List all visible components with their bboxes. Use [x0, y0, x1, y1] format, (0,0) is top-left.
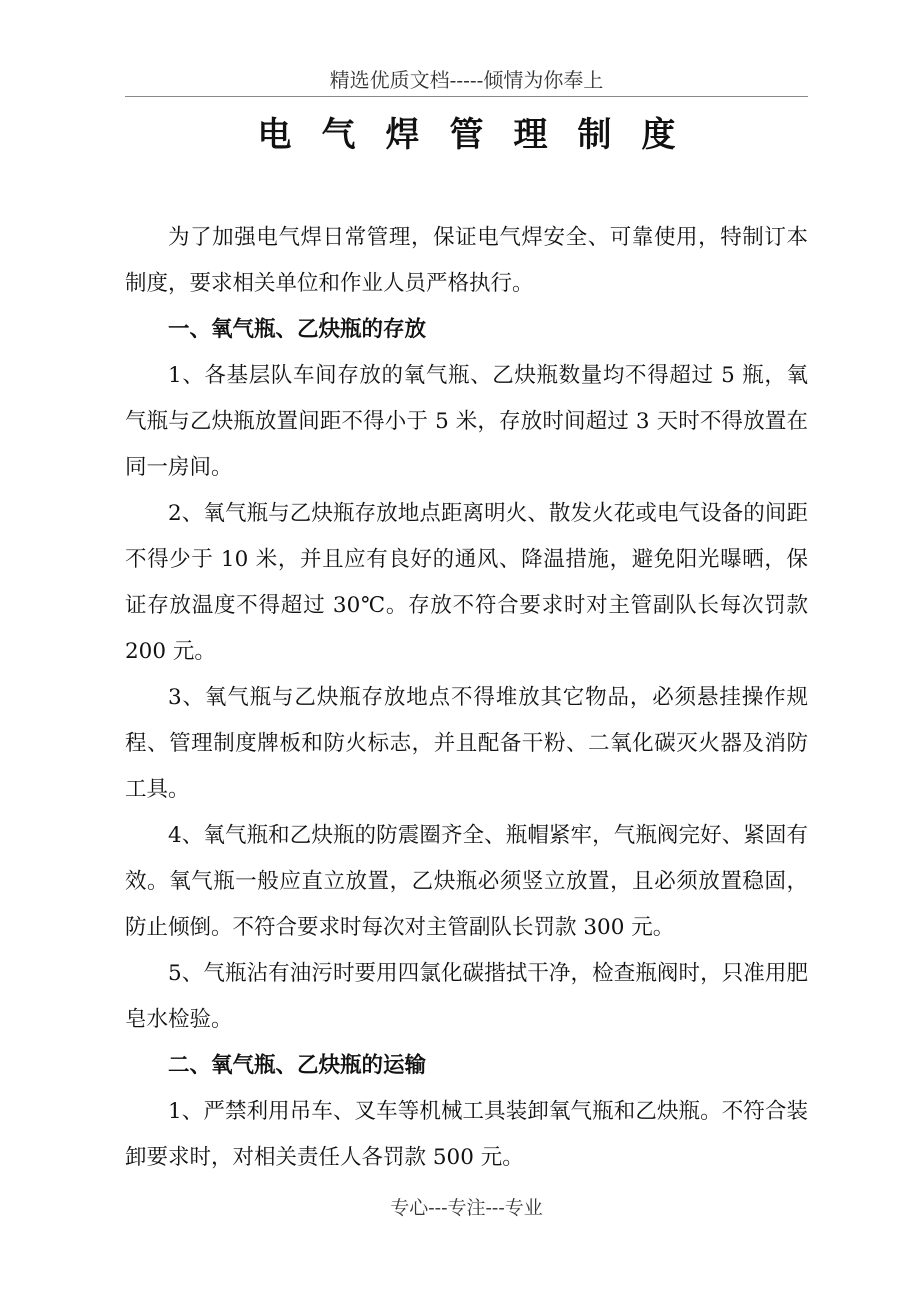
- section-heading-transport: 二、氧气瓶、乙炔瓶的运输: [168, 1053, 427, 1078]
- header-divider: [125, 96, 808, 97]
- section-heading-storage: 一、氧气瓶、乙炔瓶的存放: [168, 317, 427, 342]
- list-item: 1、各基层队车间存放的氧气瓶、乙炔瓶数量均不得超过 5 瓶，氧气瓶与乙炔瓶放置间距不得小于 5 米，存放时间超过 3 天时不得放置在同一房间。: [125, 363, 808, 480]
- page-footer: 专心---专注---专业: [390, 1197, 543, 1219]
- list-item: 2、氧气瓶与乙炔瓶存放地点距离明火、散发火花或电气设备的间距不得少于 10 米，并且应有良好的通风、降温措施，避免阳光曝晒，保证存放温度不得超过 30℃。存放不符合要求时对主管副队长每次罚款 200 元。: [125, 501, 808, 664]
- document-body: [125, 215, 808, 1181]
- list-item: 3、氧气瓶与乙炔瓶存放地点不得堆放其它物品，必须悬挂操作规程、管理制度牌板和防火标志，并且配备干粉、二氧化碳灭火器及消防工具。: [125, 685, 808, 802]
- list-item: 5、气瓶沾有油污时要用四氯化碳揩拭干净，检查瓶阀时，只准用肥皂水检验。: [125, 961, 808, 1032]
- list-item: 4、氧气瓶和乙炔瓶的防震圈齐全、瓶帽紧牢，气瓶阀完好、紧固有效。氧气瓶一般应直立放置，乙炔瓶必须竖立放置，且必须放置稳固，防止倾倒。不符合要求时每次对主管副队长罚款 300 元。: [125, 823, 808, 940]
- document-title: 电气焊管理制度: [257, 115, 706, 155]
- list-item: 1、严禁利用吊车、叉车等机械工具装卸氧气瓶和乙炔瓶。不符合装卸要求时，对相关责任人各罚款 500 元。: [125, 1099, 808, 1170]
- intro-paragraph: 为了加强电气焊日常管理，保证电气焊安全、可靠使用，特制订本制度，要求相关单位和作业人员严格执行。: [125, 225, 808, 296]
- page-header: 精选优质文档-----倾情为你奉上: [329, 68, 604, 92]
